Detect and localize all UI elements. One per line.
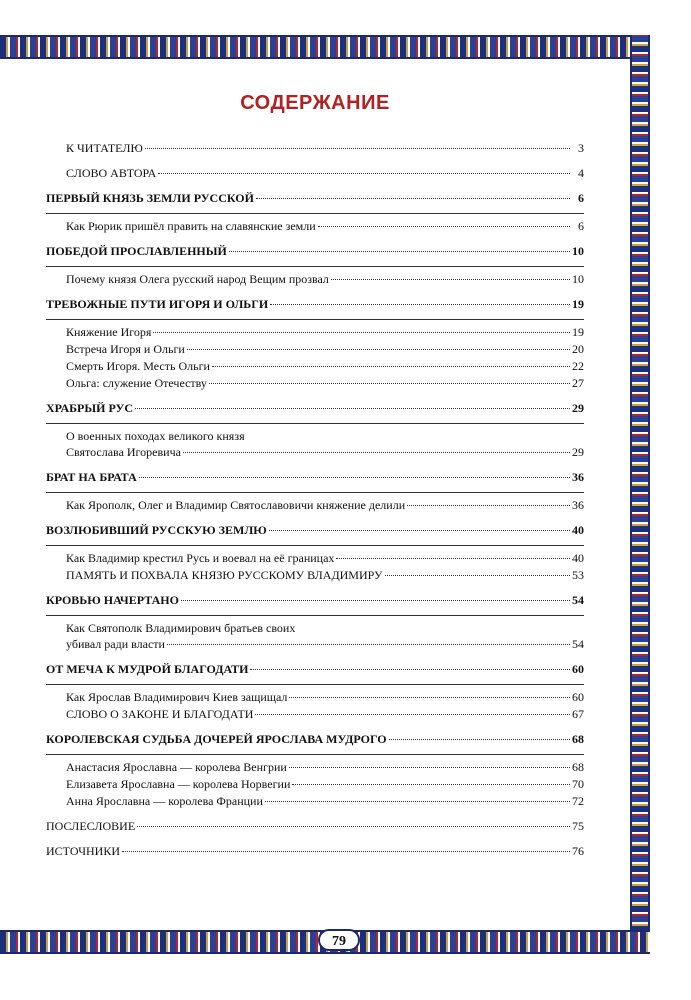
toc-subentry[interactable]: Почему князя Олега русский народ Вещим прозвал 10 <box>66 272 584 286</box>
toc-subentry[interactable]: Как Владимир крестил Русь и воевал на её границах 40 <box>66 551 584 565</box>
toc-section-3[interactable]: ХРАБРЫЙ РУС 29 <box>46 401 584 415</box>
toc-section-1[interactable]: ПОБЕДОЙ ПРОСЛАВЛЕННЫЙ 10 <box>46 244 584 258</box>
toc-subentry[interactable]: Святослава Игоревича 29 <box>66 445 584 459</box>
toc-section-8[interactable]: КОРОЛЕВСКАЯ СУДЬБА ДОЧЕРЕЙ ЯРОСЛАВА МУДРОГО 68 <box>46 732 584 746</box>
toc-entry-outro-0[interactable]: ПОСЛЕСЛОВИЕ 75 <box>46 819 584 833</box>
toc-subentry-line1: Как Святополк Владимирович братьев своих <box>66 621 296 635</box>
divider <box>46 684 584 685</box>
toc-subentry[interactable]: СЛОВО О ЗАКОНЕ И БЛАГОДАТИ 67 <box>66 707 584 721</box>
toc-section-7[interactable]: ОТ МЕЧА К МУДРОЙ БЛАГОДАТИ 60 <box>46 662 584 676</box>
toc-subentry[interactable]: ПАМЯТЬ И ПОХВАЛА КНЯЗЮ РУССКОМУ ВЛАДИМИРУ 53 <box>66 568 584 582</box>
toc-subentry[interactable]: убивал ради власти 54 <box>66 637 584 651</box>
toc-section-0[interactable]: ПЕРВЫЙ КНЯЗЬ ЗЕМЛИ РУССКОЙ 6 <box>46 191 584 205</box>
toc-entry-outro-1[interactable]: ИСТОЧНИКИ 76 <box>46 844 584 858</box>
toc-subentry[interactable]: Как Ярослав Владимирович Киев защищал 60 <box>66 690 584 704</box>
divider <box>46 545 584 546</box>
toc-subentry[interactable]: Встреча Игоря и Ольги 20 <box>66 342 584 356</box>
ornament-border-right <box>630 35 650 952</box>
divider <box>46 423 584 424</box>
toc-subentry[interactable]: Как Ярополк, Олег и Владимир Святославовичи княжение делили 36 <box>66 498 584 512</box>
table-of-contents <box>46 140 584 860</box>
toc-subentry[interactable]: Елизавета Ярославна — королева Норвегии 70 <box>66 777 584 791</box>
toc-section-5[interactable]: ВОЗЛЮБИВШИЙ РУССКУЮ ЗЕМЛЮ 40 <box>46 523 584 537</box>
toc-subentry[interactable]: Ольга: служение Отечеству 27 <box>66 376 584 390</box>
toc-entry-intro-1[interactable]: СЛОВО АВТОРА 4 <box>66 166 584 180</box>
divider <box>46 615 584 616</box>
toc-subentry[interactable]: Смерть Игоря. Месть Ольги 22 <box>66 359 584 373</box>
divider <box>46 213 584 214</box>
toc-entry-intro-0[interactable]: К ЧИТАТЕЛЮ 3 <box>66 141 584 155</box>
toc-section-2[interactable]: ТРЕВОЖНЫЕ ПУТИ ИГОРЯ И ОЛЬГИ 19 <box>46 297 584 311</box>
toc-subentry[interactable]: Княжение Игоря 19 <box>66 325 584 339</box>
page-title: СОДЕРЖАНИЕ <box>240 92 390 114</box>
divider <box>46 492 584 493</box>
toc-subentry-line1: О военных походах великого князя <box>66 429 245 443</box>
page-number: 79 <box>318 929 360 951</box>
toc-section-4[interactable]: БРАТ НА БРАТА 36 <box>46 470 584 484</box>
ornament-border-top <box>0 35 650 59</box>
toc-section-6[interactable]: КРОВЬЮ НАЧЕРТАНО 54 <box>46 593 584 607</box>
divider <box>46 266 584 267</box>
toc-subentry[interactable]: Анна Ярославна — королева Франции 72 <box>66 794 584 808</box>
divider <box>46 319 584 320</box>
toc-subentry[interactable]: Анастасия Ярославна — королева Венгрии 68 <box>66 760 584 774</box>
toc-subentry[interactable]: Как Рюрик пришёл править на славянские земли 6 <box>66 219 584 233</box>
divider <box>46 754 584 755</box>
